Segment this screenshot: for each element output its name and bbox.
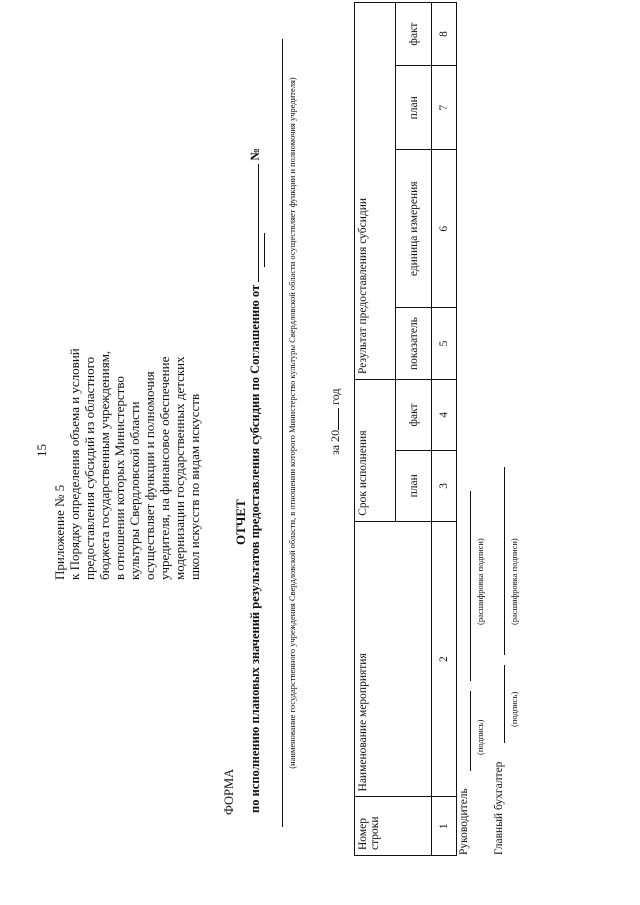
- director-label: Руководитель: [458, 788, 470, 855]
- appendix-line: в отношении которых Министерство: [112, 376, 127, 580]
- header-result: Результат предоставления субсидии: [355, 3, 396, 380]
- accountant-transcript-caption: (расшифровка подписи): [509, 538, 519, 625]
- form-label: ФОРМА: [222, 768, 236, 815]
- year-blank: [338, 408, 339, 430]
- column-number: 3: [432, 450, 457, 521]
- column-number: 1: [432, 797, 457, 856]
- appendix-line: культуры Свердловской области: [127, 401, 142, 580]
- institution-caption: (наименование государственного учреждения Свердловской области, в отношении которого Министерство культуры Свердловской области осуществляет функции и полномочия учредителя): [287, 77, 297, 769]
- column-number: 7: [432, 66, 457, 150]
- page-number: 15: [34, 444, 49, 457]
- appendix-line: к Порядку определения объема и условий: [67, 348, 82, 580]
- report-period: [328, 389, 343, 455]
- column-number: 4: [432, 379, 457, 450]
- agreement-date-blank: [258, 164, 259, 282]
- column-number: 8: [432, 3, 457, 66]
- director-transcript-caption: (расшифровка подписи): [475, 538, 485, 625]
- number-sign: №: [248, 148, 262, 161]
- director-transcript-blank: [470, 491, 471, 681]
- report-title: ОТЧЕТ: [233, 499, 248, 545]
- director-signature-caption: (подпись): [475, 719, 485, 755]
- header-row-number: Номер строки: [355, 797, 432, 856]
- subheader-deadline-fact: факт: [396, 379, 432, 450]
- director-signature-blank: [470, 691, 471, 771]
- appendix-header: [52, 320, 202, 580]
- appendix-line: учредителя, на финансовое обеспечение: [157, 356, 172, 580]
- appendix-line: модернизации государственных детских: [172, 356, 187, 580]
- column-number: 2: [432, 521, 457, 797]
- appendix-line: предоставления субсидий из областного: [82, 356, 97, 580]
- report-subtitle-text: по исполнению плановых значений результатов предоставления субсидии по Соглашению от: [248, 284, 262, 813]
- accountant-label: Главный бухгалтер: [493, 761, 505, 855]
- accountant-signature-blank: [504, 665, 505, 743]
- appendix-line: осуществляет функции и полномочия: [142, 371, 157, 580]
- period-suffix: год: [328, 388, 342, 405]
- subheader-unit: единица измерения: [396, 150, 432, 308]
- header-deadline: Срок исполнения: [355, 379, 396, 521]
- column-number: 6: [432, 150, 457, 308]
- accountant-transcript-blank: [504, 467, 505, 655]
- subheader-deadline-plan: план: [396, 450, 432, 521]
- subheader-indicator: показатель: [396, 308, 432, 380]
- appendix-line: бюджета государственным учреждениям,: [97, 350, 112, 580]
- report-subtitle: [248, 148, 263, 813]
- subheader-result-plan: план: [396, 66, 432, 150]
- agreement-number-blank: [264, 233, 265, 267]
- header-event-name: Наименование мероприятия: [355, 521, 432, 797]
- report-table: [354, 2, 457, 856]
- period-prefix: за 20: [328, 429, 342, 455]
- institution-name-line: [282, 39, 283, 827]
- appendix-line: школ искусств по видам искусств: [187, 393, 202, 580]
- appendix-title: Приложение № 5: [52, 484, 67, 580]
- subheader-result-fact: факт: [396, 3, 432, 66]
- column-number: 5: [432, 308, 457, 380]
- accountant-signature-caption: (подпись): [509, 691, 519, 727]
